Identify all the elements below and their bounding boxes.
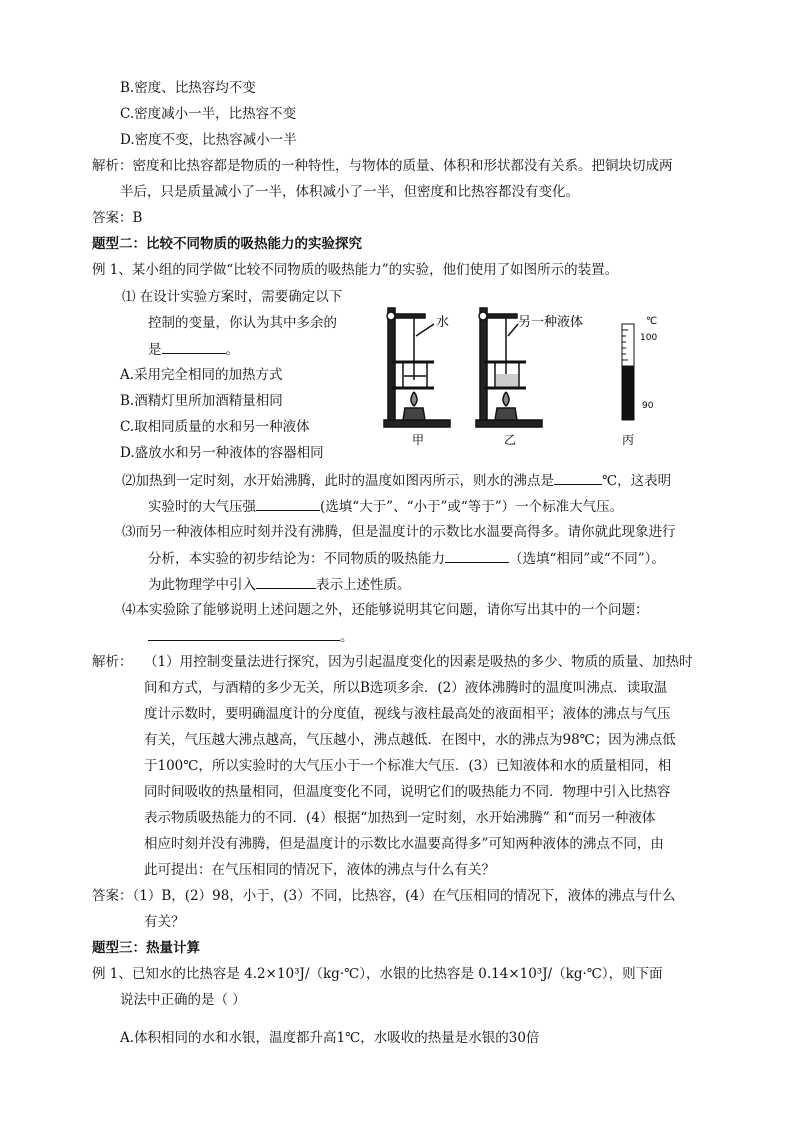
analysis-line: 有关，气压越大沸点越高，气压越小，沸点越低．在图中，水的沸点为98℃；因为沸点低 — [144, 732, 676, 748]
analysis-line: 同时间吸收的热量相同，但温度变化不同，说明它们的吸热能力不同．物理中引入比热容 — [144, 784, 671, 800]
answer-blank[interactable] — [445, 548, 509, 563]
analysis-1-cont: 半后，只是质量减小了一半，体积减小了一半，但密度和比热容都没有变化。 — [120, 184, 579, 200]
answer-label: 答案： — [92, 888, 133, 904]
q1-option-d: D.盛放水和另一种液体的容器相同 — [120, 445, 324, 461]
analysis-line: 度计示数时，要明确温度计的分度值，视线与液柱最高处的液面相平；液体的沸点与气压 — [144, 706, 671, 722]
answer-blank[interactable] — [256, 574, 316, 589]
topic-2-title: 题型二：比较不同物质的吸热能力的实验探究 — [92, 236, 362, 252]
example-intro: 例 1、某小组的同学做“比较不同物质的吸热能力”的实验，他们使用了如图所示的装置。 — [92, 262, 619, 278]
q3-line3 — [148, 574, 411, 595]
q3-prefix: 分析，本实验的初步结论为：不同物质的吸热能力 — [148, 551, 445, 567]
q3-prefix-3: 为此物理学中引入 — [148, 577, 256, 593]
example-2-line2: 说法中正确的是（ ） — [120, 992, 246, 1008]
q2-line1 — [122, 470, 671, 491]
option-c: C.密度减小一半，比热容不变 — [120, 106, 297, 122]
q4-suffix: 。 — [340, 629, 354, 645]
thermometer-unit: ℃ — [646, 316, 658, 327]
tick-100: 100 — [640, 333, 658, 343]
topic-3-title: 题型三：热量计算 — [92, 940, 200, 956]
answer-blank[interactable] — [148, 626, 340, 641]
answer-1: 答案：B — [92, 210, 143, 226]
q2-line2 — [148, 496, 623, 517]
apparatus-diagram — [378, 284, 678, 454]
analysis-1 — [92, 156, 673, 176]
q1-line2: 控制的变量，你认为其中多余的 — [148, 315, 337, 331]
q1-line3 — [148, 339, 239, 360]
q1-suffix: 。 — [225, 342, 239, 358]
water-label: 水 — [436, 315, 450, 330]
analysis-line: 表示物质吸热能力的不同．(4）根据“加热到一定时刻，水开始沸腾” 和“而另一种液体 — [144, 810, 656, 826]
experiment-figure — [378, 284, 678, 454]
label-yi: 乙 — [504, 433, 517, 447]
analysis-line: 于100℃，所以实验时的大气压小于一个标准大气压．(3）已知液体和水的质量相同，相 — [144, 758, 672, 774]
label-bing: 丙 — [622, 433, 635, 447]
q2-prefix-2: 实验时的大气压强 — [148, 499, 256, 515]
option-d: D.密度不变，比热容减小一半 — [120, 132, 297, 148]
q4-line2 — [148, 626, 354, 647]
analysis-line: 此可提出：在气压相同的情况下，液体的沸点与什么有关？ — [144, 862, 495, 878]
answer-blank[interactable] — [256, 496, 320, 511]
q2-suffix-2: (选填“大于”、“小于”或“等于”）一个标准大气压。 — [320, 499, 624, 515]
label-jia: 甲 — [412, 433, 425, 447]
q3-line2 — [148, 548, 665, 569]
answer-text: （1）B，(2）98，小于，(3）不同，比热容，(4）在气压相同的情况下，液体的沸点与什么 — [132, 888, 676, 904]
q3-suffix: （选填“相同”或“不同”）。 — [509, 551, 665, 567]
answer-blank[interactable] — [162, 339, 226, 354]
option-b: B.密度、比热容均不变 — [120, 80, 256, 96]
analysis-line: （1）用控制变量法进行探究，因为引起温度变化的因素是吸热的多少、物质的质量、加热时 — [144, 654, 693, 670]
q1-line1: ⑴ 在设计实验方案时，需要确定以下 — [122, 289, 343, 305]
analysis-line: 间和方式，与酒精的多少无关，所以B选项多余．(2）液体沸腾时的温度叫沸点．读取温 — [144, 680, 668, 696]
q1-option-c: C.取相同质量的水和另一种液体 — [120, 419, 310, 435]
answer-2-cont: 有关？ — [144, 914, 185, 930]
q1-option-b: B.酒精灯里所加酒精量相同 — [120, 393, 283, 409]
example-2-line1: 例 1、已知水的比热容是 4.2×10³J/（kg·℃），水银的比热容是 0.14×10³J/（kg·℃），则下面 — [92, 966, 663, 982]
q2-prefix: ⑵加热到一定时刻，水开始沸腾，此时的温度如图丙所示，则水的沸点是 — [122, 473, 554, 489]
tick-90: 90 — [642, 401, 654, 411]
analysis-label: 解析： — [92, 158, 133, 174]
q4-line1: ⑷本实验除了能够说明上述问题之外，还能够说明其它问题，请你写出其中的一个问题： — [122, 602, 649, 618]
answer-blank[interactable] — [554, 470, 602, 485]
thermometer — [622, 324, 634, 420]
analysis-text: 密度和比热容都是物质的一种特性，与物体的质量、体积和形状都没有关系。把铜块切成两 — [132, 158, 673, 174]
q3-line1: ⑶而另一种液体相应时刻并没有沸腾，但是温度计的示数比水温要高得多。请你就此现象进行 — [122, 524, 676, 540]
other-liquid-label: 另一种液体 — [518, 315, 584, 330]
analysis-2-label: 解析： — [92, 654, 133, 670]
example-2-option-a: A.体积相同的水和水银，温度都升高1℃，水吸收的热量是水银的30倍 — [120, 1030, 540, 1046]
q1-option-a: A.采用完全相同的加热方式 — [120, 367, 283, 383]
q2-suffix: ℃，这表明 — [602, 473, 672, 489]
answer-2 — [92, 886, 676, 906]
analysis-line: 相应时刻并没有沸腾，但是温度计的示数比水温要高得多”可知两种液体的沸点不同，由 — [144, 836, 664, 852]
q3-suffix-3: 表示上述性质。 — [316, 577, 411, 593]
q1-prefix: 是 — [148, 342, 162, 358]
